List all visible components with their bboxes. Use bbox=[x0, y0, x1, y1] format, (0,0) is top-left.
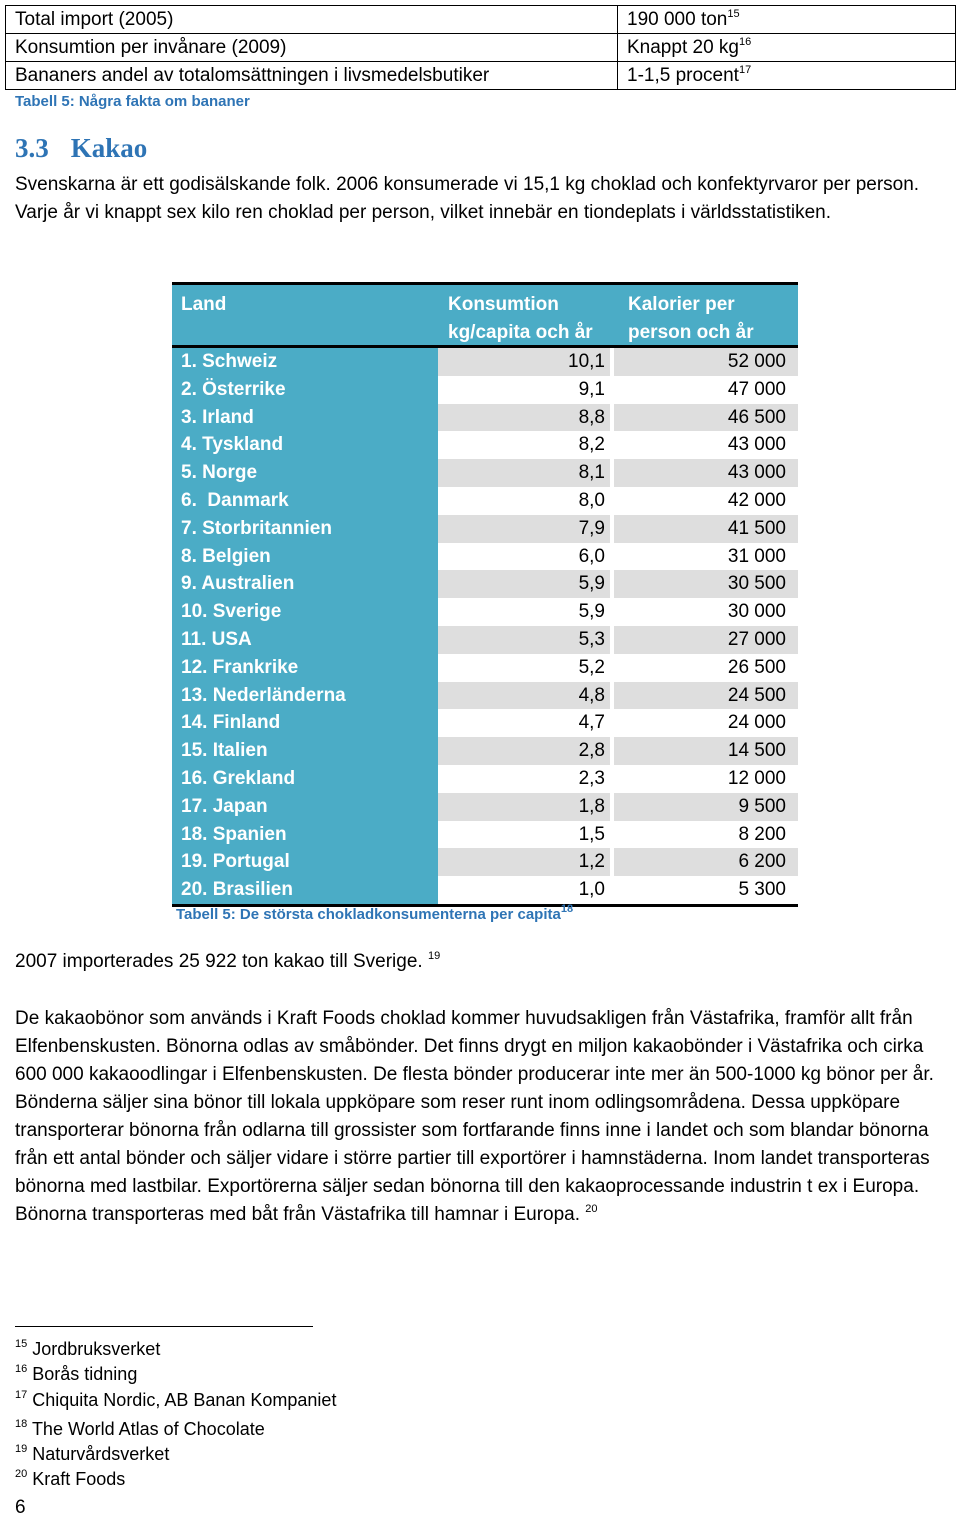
calories-cell: 47 000 bbox=[610, 376, 798, 404]
table-row bbox=[172, 654, 798, 682]
consumption-cell: 6,0 bbox=[578, 545, 605, 567]
facts-label: Total import (2005) bbox=[6, 6, 618, 34]
consumption-cell: 10,1 bbox=[438, 348, 610, 376]
calories-cell: 24 500 bbox=[610, 682, 798, 710]
country-cell: 4. Tyskland bbox=[172, 431, 438, 459]
consumption-cell: 4,7 bbox=[578, 712, 605, 734]
consumption-cell: 8,8 bbox=[438, 404, 610, 432]
consumption-cell: 1,5 bbox=[578, 823, 605, 845]
consumption-cell: 1,2 bbox=[438, 848, 610, 876]
import-text: 2007 importerades 25 922 ton kakao till Sverige. bbox=[15, 951, 423, 972]
calories-cell: 12 000 bbox=[610, 765, 798, 793]
calories-cell: 27 000 bbox=[610, 626, 798, 654]
calories-cell: 30 500 bbox=[610, 570, 798, 598]
body-ref: 20 bbox=[585, 1202, 598, 1215]
facts-row bbox=[6, 34, 956, 62]
country-cell: 3. Irland bbox=[172, 404, 438, 432]
choc-table-caption bbox=[176, 903, 574, 923]
table-row bbox=[172, 598, 798, 626]
country-cell: 17. Japan bbox=[172, 793, 438, 821]
table-row bbox=[172, 543, 798, 571]
calories-cell: 31 000 bbox=[610, 543, 798, 571]
table-row bbox=[172, 626, 798, 654]
table-row bbox=[172, 515, 798, 543]
table-row bbox=[172, 793, 798, 821]
table-row bbox=[172, 348, 798, 376]
country-cell: 14. Finland bbox=[172, 709, 438, 737]
facts-row bbox=[6, 62, 956, 90]
country-cell: 12. Frankrike bbox=[172, 654, 438, 682]
footnote: $^{20}$ Kraft Foods bbox=[15, 1468, 126, 1489]
calories-cell: 5 300 bbox=[610, 876, 798, 904]
header-land: Land bbox=[181, 294, 227, 315]
consumption-cell: 8,0 bbox=[578, 489, 605, 511]
table-row bbox=[172, 570, 798, 598]
consumption-cell: 4,8 bbox=[438, 682, 610, 710]
header-calories: Kalorier per person och år bbox=[628, 294, 754, 343]
calories-cell: 52 000 bbox=[610, 348, 798, 376]
country-cell: 7. Storbritannien bbox=[172, 515, 438, 543]
banana-facts-table bbox=[5, 5, 956, 90]
facts-value: Knappt 20 $kg^{16}$ bbox=[618, 34, 956, 62]
country-cell: 1. Schweiz bbox=[172, 348, 438, 376]
table-row bbox=[172, 848, 798, 876]
chocolate-consumption-table bbox=[172, 282, 798, 907]
table-row bbox=[172, 876, 798, 904]
header-consumption: Konsumtion kg/capita och år bbox=[448, 294, 593, 343]
table-row bbox=[172, 682, 798, 710]
footnote: $^{17}$ Chiquita Nordic, AB Banan Kompaniet bbox=[15, 1389, 337, 1410]
calories-cell: 43 000 bbox=[610, 459, 798, 487]
consumption-cell: 1,8 bbox=[438, 793, 610, 821]
table-row bbox=[172, 709, 798, 737]
calories-cell: 14 500 bbox=[610, 737, 798, 765]
country-cell: 13. Nederländerna bbox=[172, 682, 438, 710]
facts-table-caption: Tabell 5: Några fakta om bananer bbox=[15, 93, 250, 110]
facts-value: 1-1,5 procent$^{17}$ bbox=[618, 62, 956, 90]
footnote: $^{19}$ Naturvårdsverket bbox=[15, 1443, 170, 1464]
calories-cell: 26 500 bbox=[610, 654, 798, 682]
footnote: $^{15}$ Jordbruksverket bbox=[15, 1338, 161, 1359]
country-cell: 2. Österrike bbox=[172, 376, 438, 404]
consumption-cell: 8,2 bbox=[578, 434, 605, 456]
consumption-cell: 2,3 bbox=[578, 767, 605, 789]
country-cell: 8. Belgien bbox=[172, 543, 438, 571]
section-intro: Svenskarna är ett godisälskande folk. 2006 konsumerade vi 15,1 kg choklad och konfektyrvaror per person. Varje år vi knappt sex kilo ren choklad per person, vilket innebär en tiondeplats i världsstatistiken. bbox=[15, 174, 920, 223]
table-row bbox=[172, 404, 798, 432]
country-cell: 9. Australien bbox=[172, 570, 438, 598]
table-row bbox=[172, 487, 798, 515]
country-cell: 19. Portugal bbox=[172, 848, 438, 876]
facts-value: 190 000 ton$^{15}$ bbox=[618, 6, 956, 34]
consumption-cell: 5,2 bbox=[578, 656, 605, 678]
country-cell: 10. Sverige bbox=[172, 598, 438, 626]
consumption-cell: 1,0 bbox=[578, 879, 605, 901]
facts-row bbox=[6, 6, 956, 34]
body-paragraph bbox=[15, 1005, 950, 1229]
facts-label: Konsumtion per invånare (2009) bbox=[6, 34, 618, 62]
country-cell: 18. Spanien bbox=[172, 821, 438, 849]
country-cell: 20. Brasilien bbox=[172, 876, 438, 904]
table-row bbox=[172, 737, 798, 765]
calories-cell: 6 200 bbox=[610, 848, 798, 876]
facts-label: Bananers andel av totalomsättningen i livsmedelsbutiker bbox=[6, 62, 618, 90]
country-cell: 6. Danmark bbox=[172, 487, 438, 515]
footnote-separator bbox=[15, 1326, 313, 1327]
table-row bbox=[172, 765, 798, 793]
footnote: $^{18}$ The World Atlas of Chocolate bbox=[15, 1418, 265, 1439]
calories-cell: 24 000 bbox=[610, 709, 798, 737]
calories-cell: 9 500 bbox=[610, 793, 798, 821]
section-number: 3.3 bbox=[15, 133, 49, 163]
section-title: Kakao bbox=[70, 133, 148, 163]
table-header bbox=[172, 282, 798, 348]
table-row bbox=[172, 459, 798, 487]
country-cell: 16. Grekland bbox=[172, 765, 438, 793]
calories-cell: 8 200 bbox=[610, 821, 798, 849]
consumption-cell: 7,9 bbox=[438, 515, 610, 543]
choc-caption-ref: 18 bbox=[560, 903, 574, 915]
calories-cell: 43 000 bbox=[610, 431, 798, 459]
consumption-cell: 8,1 bbox=[438, 459, 610, 487]
table-row bbox=[172, 376, 798, 404]
country-cell: 11. USA bbox=[172, 626, 438, 654]
country-cell: 5. Norge bbox=[172, 459, 438, 487]
body-text: De kakaobönor som används i Kraft Foods choklad kommer huvudsakligen från Västafrika, framför allt från Elfenbenskusten. Bönorna odlas av småbönder. Det finns drygt en miljon kakaobönder i Västafrika och cirka 600 000 kakaoodlingar i Elfenbenskusten. De flesta bönder producerar inte mer än 500-1000 kg bönor per år. Bönderna säljer sina bönor till lokala uppköpare som reser runt inom odlingsområdena. Dessa uppköpare transporterar bönorna från odlarna till grossister som fortfarande finns inne i landet och som blandar bönorna från ett antal bönder och säljer vidare i större partier till exportörer i hamnstäderna. Inom landet transporteras bönorna med lastbilar. Exportörerna säljer sedan bönorna till den kakaoprocessande industrin t ex i Europa. Bönorna transporteras med båt från Västafrika till hamnar i Europa. bbox=[15, 1008, 934, 1225]
consumption-cell: 5,3 bbox=[438, 626, 610, 654]
consumption-cell: 9,1 bbox=[578, 378, 605, 400]
calories-cell: 46 500 bbox=[610, 404, 798, 432]
table-row bbox=[172, 821, 798, 849]
consumption-cell: 2,8 bbox=[438, 737, 610, 765]
consumption-cell: 5,9 bbox=[438, 570, 610, 598]
consumption-cell: 5,9 bbox=[578, 601, 605, 623]
calories-cell: 30 000 bbox=[610, 598, 798, 626]
footnote: $^{16}$ Borås tidning bbox=[15, 1363, 138, 1384]
country-cell: 15. Italien bbox=[172, 737, 438, 765]
choc-caption-text: Tabell 5: De största chokladkonsumenterna per capita bbox=[176, 906, 561, 923]
import-ref: 19 bbox=[427, 949, 441, 962]
table-row bbox=[172, 431, 798, 459]
page-number: 6 bbox=[15, 1497, 26, 1518]
calories-cell: 41 500 bbox=[610, 515, 798, 543]
import-sentence bbox=[15, 948, 440, 976]
section-heading bbox=[15, 133, 147, 164]
calories-cell: 42 000 bbox=[610, 487, 798, 515]
